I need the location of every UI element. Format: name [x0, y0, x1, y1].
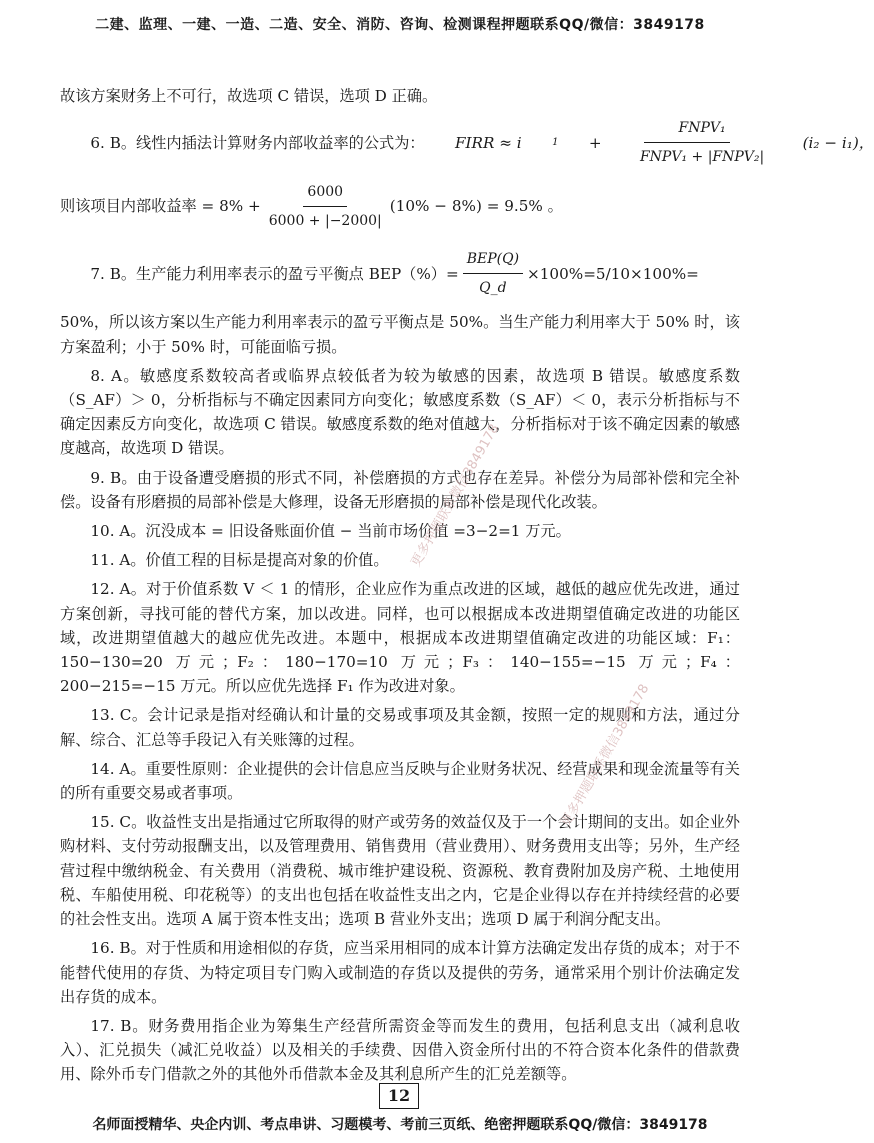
watermark-1: 更多押题联系微信3849178	[408, 421, 503, 570]
q6-lead: 6. B。线性内插法计算财务内部收益率的公式为：	[90, 133, 425, 152]
q7-tail: ×100%=5/10×100%=	[527, 264, 699, 283]
q7-fraction	[463, 247, 523, 300]
q6-formula-tail: (i₂ − i₁)，	[802, 133, 874, 152]
answer-9: 9. B。由于设备遭受磨损的形式不同，补偿磨损的方式也存在差异。补偿分为局部补偿和完全补偿。设备有形磨损的局部补偿是大修理，设备无形磨损的局部补偿是现代化改装。	[60, 468, 740, 511]
q6-calc-tail: (10% − 8%) = 9.5% 。	[389, 197, 563, 216]
answer-13: 13. C。会计记录是指对经确认和计量的交易或事项及其金额，按照一定的规则和方法，通过分解、综合、汇总等手段记入有关账簿的过程。	[60, 706, 740, 749]
q7-rest: 50%，所以该方案以生产能力利用率表示的盈亏平衡点是 50%。当生产能力利用率大于 50% 时，该方案盈利；小于 50% 时，可能面临亏损。	[60, 313, 740, 356]
page-footer: 名师面授精华、央企内训、考点串讲、习题模考、考前三页纸、绝密押题联系QQ/微信：3849178	[92, 1117, 708, 1133]
q6-calc-fraction	[265, 180, 386, 233]
answer-17: 17. B。财务费用指企业为筹集生产经营所需资金等而发生的费用，包括利息支出（减利息收入）、汇兑损失（减汇兑收益）以及相关的手续费、因借入资金所付出的不符合资本化条件的借款费用、除外币专门借款之外的其他外币借款本金及其利息所产生的汇兑差额等。	[60, 1016, 740, 1084]
page-number: 12	[379, 1083, 419, 1109]
q7-lead: 7. B。生产能力利用率表示的盈亏平衡点 BEP（%）=	[90, 264, 459, 283]
watermark-2: 更多押题联系微信3849178	[558, 681, 653, 830]
q6-calc-line	[60, 180, 740, 233]
q6-calc-num: 6000	[303, 180, 347, 207]
page-header: 二建、监理、一建、一造、二造、安全、消防、咨询、检测课程押题联系QQ/微信：3849178	[95, 17, 705, 33]
answer-14: 14. A。重要性原则：企业提供的会计信息应当反映与企业财务状况、经营成果和现金流量等有关的所有重要交易或者事项。	[60, 759, 740, 803]
answer-15: 15. C。收益性支出是指通过它所取得的财产或劳务的效益仅及于一个会计期间的支出。如企业外购材料、支付劳动报酬支出，以及管理费用、销售费用（营业费用）、财务费用支出等；另外，生产经营过程中缴纳税金、有关费用（消费税、城市维护建设税、资源税、教育费附加及房产税、土地使用税、车船使用税、印花税等）的支出也包括在收益性支出之内，它是企业得以存在并持续经营的必要的社会性支出。选项 A 属于资本性支出；选项 B 营业外支出；选项 D 属于利润分配支出。	[60, 813, 740, 929]
answer-16: 16. B。对于性质和用途相似的存货，应当采用相同的成本计算方法确定发出存货的成本；对于不能替代使用的存货、为特定项目专门购入或制造的存货以及提供的劳务，通常采用个别计价法确定发出存货的成本。	[60, 939, 740, 1006]
q7-formula-line	[60, 247, 740, 300]
q6-formula-line: 6. B。线性内插法计算财务内部收益率的公式为： FIRR ≈ i 1 + $\frac{\text{FNPV₁}}{\text{FNPV₁ + |FNPV₂|}}$ (i₂ − i₁)，	[60, 116, 740, 169]
answer-12: 12. A。对于价值系数 V ＜ 1 的情形，企业应作为重点改进的区域，越低的越应优先改进，通过方案创新，寻找可能的替代方案，加以改进。同样，也可以根据成本改进期望值确定改进的功能区域，改进期望值越大的越应优先改进。本题中，根据成本改进期望值确定改进的功能区域：F₁：150−130=20 万元；F₂：180−170=10 万元；F₃：140−155=−15 万元；F₄：200−215=−15 万元。所以应优先选择 F₁ 作为改进对象。	[60, 580, 740, 696]
q7-fraction-den: Q_d	[479, 280, 507, 297]
q7-fraction-num: BEP(Q)	[463, 247, 523, 274]
answer-10: 10. A。沉没成本 = 旧设备账面价值 − 当前市场价值 =3−2=1 万元。	[90, 522, 571, 541]
answer-8: 8. A。敏感度系数较高者或临界点较低者为较为敏感的因素，故选项 B 错误。敏感度系数（S_AF）＞ 0，分析指标与不确定因素同方向变化；敏感度系数（S_AF）＜ 0，表示分析指标与不确定因素反方向变化，故选项 C 错误。敏感度系数的绝对值越大，分析指标对于该不确定因素的敏感度越高，故选项 D 错误。	[60, 366, 740, 458]
q6-calc-lead: 则该项目内部收益率 = 8% +	[60, 197, 261, 216]
q6-formula-plus: +	[588, 133, 602, 152]
q6-fraction	[606, 116, 769, 169]
answer-content	[60, 84, 874, 1092]
q6-fraction-num: FNPV₁	[644, 116, 730, 143]
q6-formula-lhs: FIRR ≈ i	[455, 133, 522, 152]
intro-paragraph: 故该方案财务上不可行，故选项 C 错误，选项 D 正确。	[60, 87, 438, 105]
q6-fraction-den: FNPV₁ + |FNPV₂|	[639, 149, 765, 166]
q6-calc-den: 6000 + |−2000|	[268, 212, 382, 229]
answer-11: 11. A。价值工程的目标是提高对象的价值。	[90, 551, 389, 570]
